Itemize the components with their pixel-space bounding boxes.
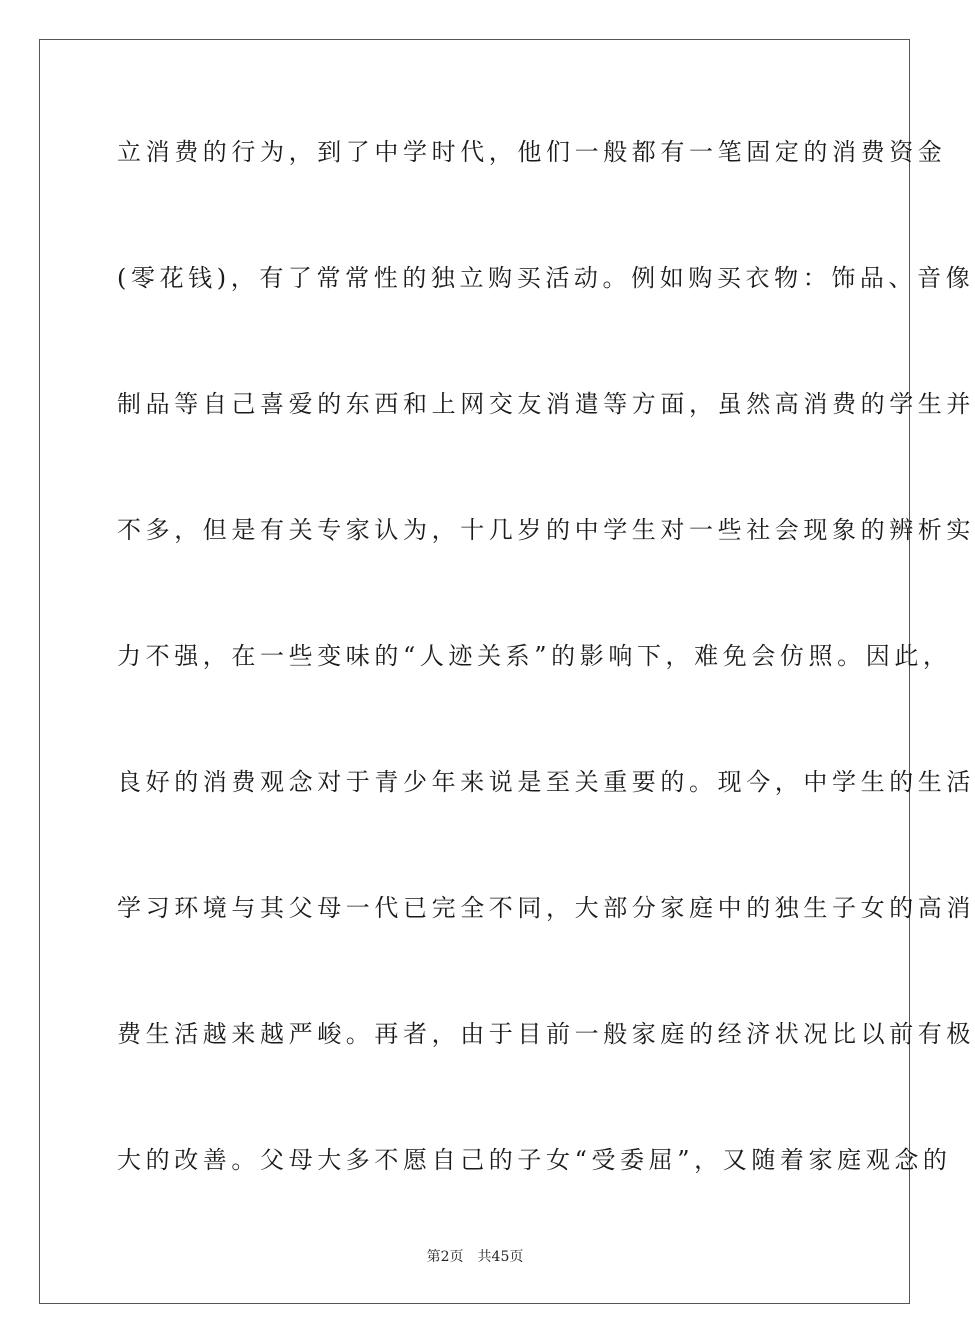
- text-line: 立消费的行为，到了中学时代，他们一般都有一笔固定的消费资金: [117, 138, 947, 166]
- page-footer: [0, 1246, 950, 1266]
- text-line: 学习环境与其父母一代已完全不同，大部分家庭中的独生子女的高消: [117, 894, 975, 922]
- page-number: 第2页: [426, 1249, 464, 1265]
- text-line: 费生活越来越严峻。再者，由于目前一般家庭的经济状况比以前有极: [117, 1020, 975, 1048]
- page-total: 共45页: [477, 1249, 524, 1265]
- text-line: 不多，但是有关专家认为，十几岁的中学生对一些社会现象的辨析实: [117, 516, 975, 544]
- text-line: 大的改善。父母大多不愿自己的子女“受委屈”，又随着家庭观念的: [117, 1146, 952, 1174]
- text-line: 良好的消费观念对于青少年来说是至关重要的。现今，中学生的生活: [117, 768, 975, 796]
- text-line: 制品等自己喜爱的东西和上网交友消遣等方面，虽然高消费的学生并: [117, 390, 975, 418]
- text-line: (零花钱)，有了常常性的独立购买活动。例如购买衣物：饰品、音像: [117, 264, 975, 292]
- document-body: [117, 128, 975, 1262]
- text-line: 力不强，在一些变味的“人迹关系”的影响下，难免会仿照。因此，: [117, 642, 952, 670]
